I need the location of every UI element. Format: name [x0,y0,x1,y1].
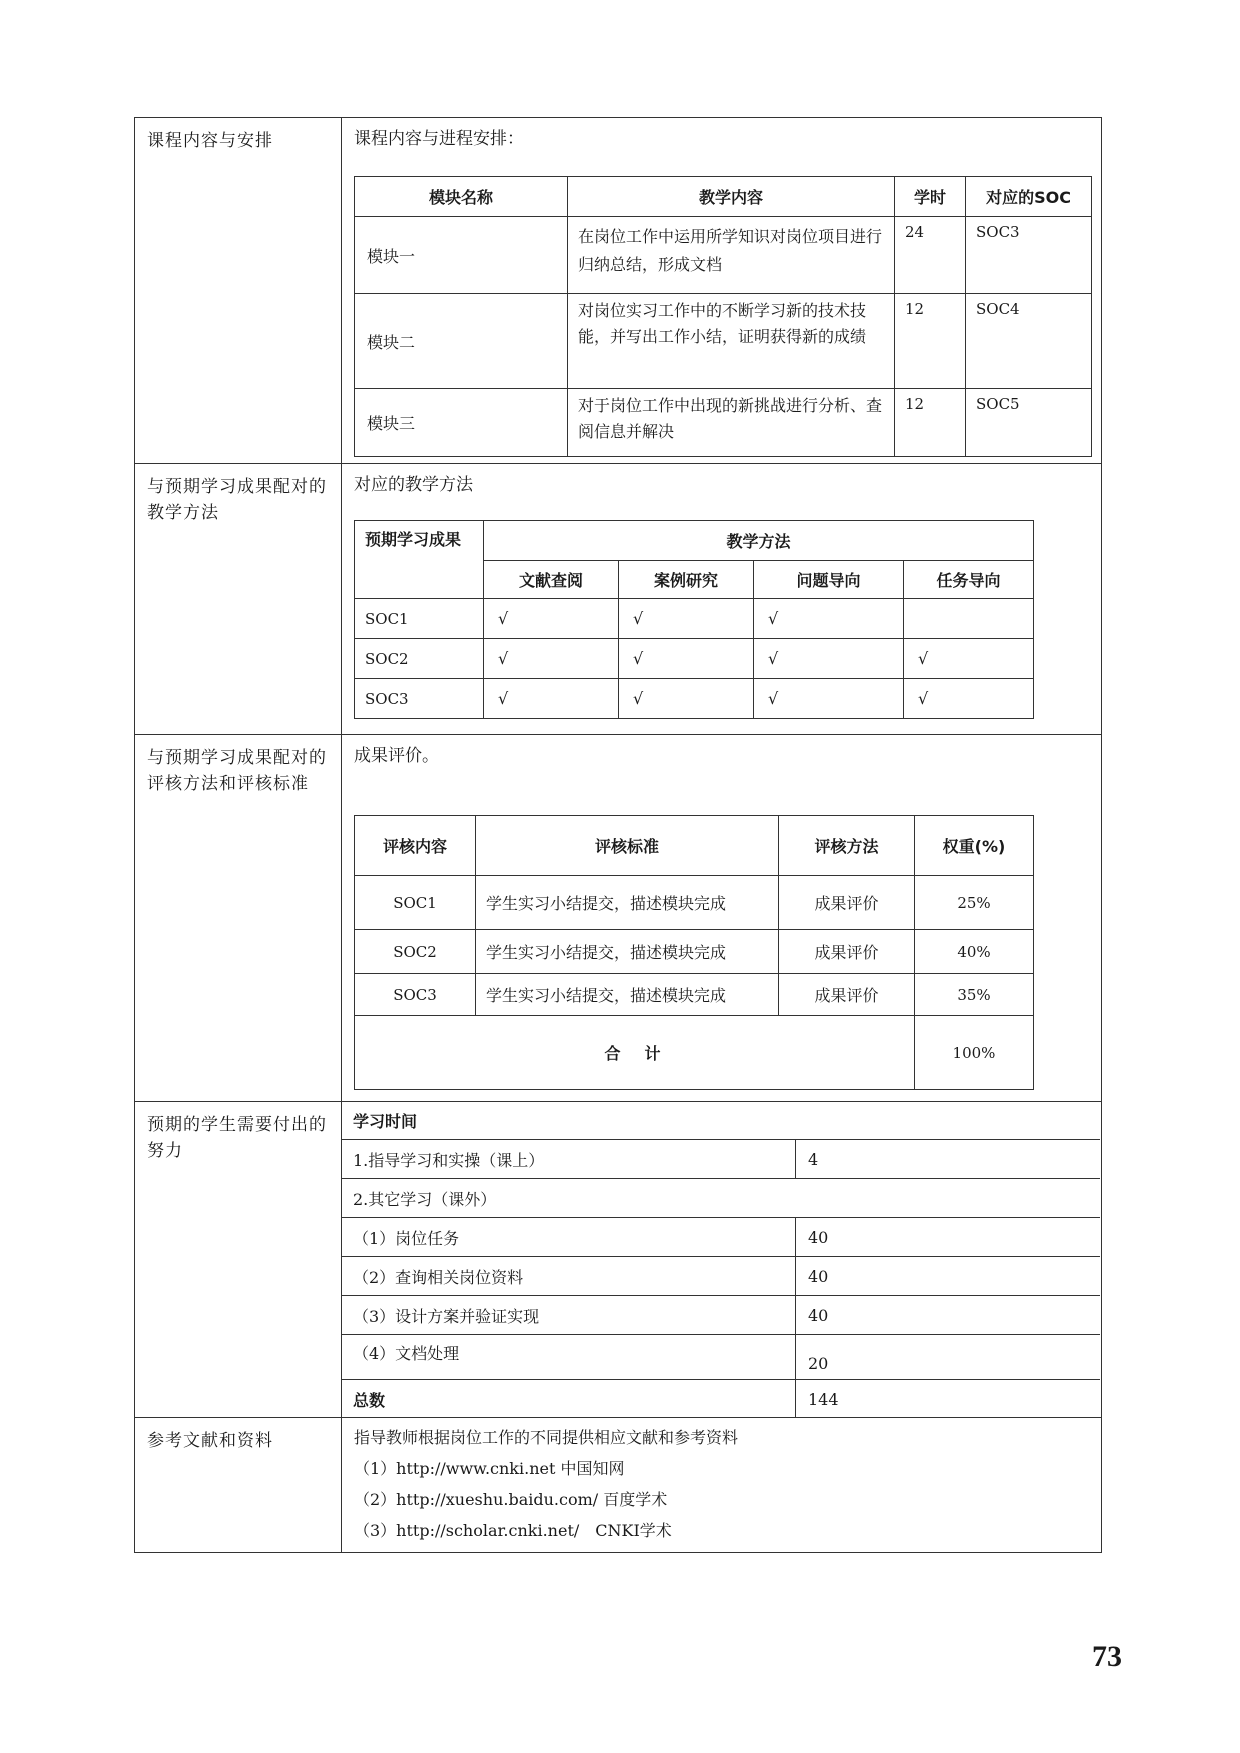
section-label: 预期的学生需要付出的努力 [135,1102,342,1418]
effort-label: （2）查询相关岗位资料 [341,1257,796,1296]
check-cell: √ [904,679,1034,719]
check-cell [904,599,1034,639]
table-row [355,679,1034,719]
section-label: 与预期学习成果配对的评核方法和评核标准 [135,735,342,1102]
table-row [341,1218,1100,1257]
table-row [355,217,1092,294]
check-cell: √ [484,639,619,679]
module-name: 模块二 [355,294,568,389]
header-assessment-standard: 评核标准 [476,816,779,876]
header-module-name: 模块名称 [355,177,568,217]
effort-label: （3）设计方案并验证实现 [341,1296,796,1335]
reference-item: （2）http://xueshu.baidu.com/ 百度学术 [354,1490,668,1509]
outcome-cell: SOC1 [355,599,484,639]
assessment-table [354,815,1034,1090]
total-row [355,1016,1034,1090]
total-weight: 100% [915,1016,1034,1090]
table-row [355,974,1034,1016]
section-teaching-methods [135,464,1102,735]
section-label: 与预期学习成果配对的教学方法 [135,464,342,735]
total-row [341,1380,1100,1419]
effort-total-label: 总数 [341,1380,796,1419]
check-cell: √ [619,679,754,719]
table-row [355,876,1034,930]
header-soc: 对应的SOC [966,177,1092,217]
assessment-weight: 35% [915,974,1034,1016]
header-assessment-method: 评核方法 [779,816,915,876]
module-hours: 24 [895,217,966,294]
header-outcome: 预期学习成果 [355,521,484,599]
table-row [341,1257,1100,1296]
module-soc: SOC5 [966,389,1092,457]
check-cell: √ [484,679,619,719]
syllabus-table [134,117,1102,1553]
header-method: 问题导向 [754,561,904,599]
header-weight: 权重(%) [915,816,1034,876]
effort-label: （4）文档处理 [341,1335,796,1380]
module-content: 在岗位工作中运用所学知识对岗位项目进行归纳总结，形成文档 [568,217,895,294]
module-table [354,176,1092,457]
module-soc: SOC4 [966,294,1092,389]
section-student-effort [135,1102,1102,1418]
assessment-method: 成果评价 [779,930,915,974]
header-method: 任务导向 [904,561,1034,599]
section-assessment [135,735,1102,1102]
assessment-item: SOC3 [355,974,476,1016]
check-cell: √ [484,599,619,639]
assessment-weight: 25% [915,876,1034,930]
section-intro: 对应的教学方法 [354,475,473,495]
table-row [355,294,1092,389]
check-cell: √ [754,679,904,719]
check-cell: √ [904,639,1034,679]
effort-total-value: 144 [796,1380,1101,1419]
check-cell: √ [619,599,754,639]
reference-intro: 指导教师根据岗位工作的不同提供相应文献和参考资料 [354,1428,739,1447]
effort-value: 40 [796,1296,1101,1335]
effort-title: 学习时间 [341,1101,1100,1140]
assessment-item: SOC1 [355,876,476,930]
effort-table [341,1101,1100,1418]
assessment-method: 成果评价 [779,974,915,1016]
module-soc: SOC3 [966,217,1092,294]
table-row [341,1296,1100,1335]
effort-label: （1）岗位任务 [341,1218,796,1257]
header-assessment-item: 评核内容 [355,816,476,876]
reference-item: （1）http://www.cnki.net 中国知网 [354,1459,625,1478]
section-label: 参考文献和资料 [135,1418,342,1553]
section-intro: 课程内容与进程安排： [354,129,524,149]
outcome-cell: SOC3 [355,679,484,719]
check-cell: √ [754,599,904,639]
assessment-item: SOC2 [355,930,476,974]
section-label: 课程内容与安排 [135,118,342,464]
table-row [355,639,1034,679]
outcome-cell: SOC2 [355,639,484,679]
module-name: 模块一 [355,217,568,294]
header-method: 案例研究 [619,561,754,599]
assessment-standard: 学生实习小结提交，描述模块完成 [476,974,779,1016]
effort-value: 4 [796,1140,1101,1179]
table-row [355,389,1092,457]
module-hours: 12 [895,294,966,389]
section-references [135,1418,1102,1553]
assessment-weight: 40% [915,930,1034,974]
effort-value: 40 [796,1257,1101,1296]
reference-list [342,1418,1101,1552]
teaching-method-table [354,520,1034,719]
effort-value: 40 [796,1218,1101,1257]
section-course-content [135,118,1102,464]
page-number: 73 [1092,1640,1122,1673]
assessment-standard: 学生实习小结提交，描述模块完成 [476,876,779,930]
table-row [355,930,1034,974]
check-cell: √ [619,639,754,679]
effort-value: 20 [796,1335,1101,1380]
total-label: 合 计 [355,1016,915,1090]
section-intro: 成果评价。 [354,746,439,766]
table-row [341,1179,1100,1218]
assessment-standard: 学生实习小结提交，描述模块完成 [476,930,779,974]
module-content: 对于岗位工作中出现的新挑战进行分析、查阅信息并解决 [568,389,895,457]
module-content: 对岗位实习工作中的不断学习新的技术技能，并写出工作小结，证明获得新的成绩 [568,294,895,389]
module-hours: 12 [895,389,966,457]
module-name: 模块三 [355,389,568,457]
table-row [341,1140,1100,1179]
effort-label: 1.指导学习和实操（课上） [341,1140,796,1179]
effort-label: 2.其它学习（课外） [341,1179,1100,1218]
assessment-method: 成果评价 [779,876,915,930]
header-hours: 学时 [895,177,966,217]
header-method-group: 教学方法 [484,521,1034,561]
reference-item: （3）http://scholar.cnki.net/ CNKI学术 [354,1521,672,1540]
header-content: 教学内容 [568,177,895,217]
check-cell: √ [754,639,904,679]
table-row [355,599,1034,639]
table-row [341,1335,1100,1380]
header-method: 文献查阅 [484,561,619,599]
